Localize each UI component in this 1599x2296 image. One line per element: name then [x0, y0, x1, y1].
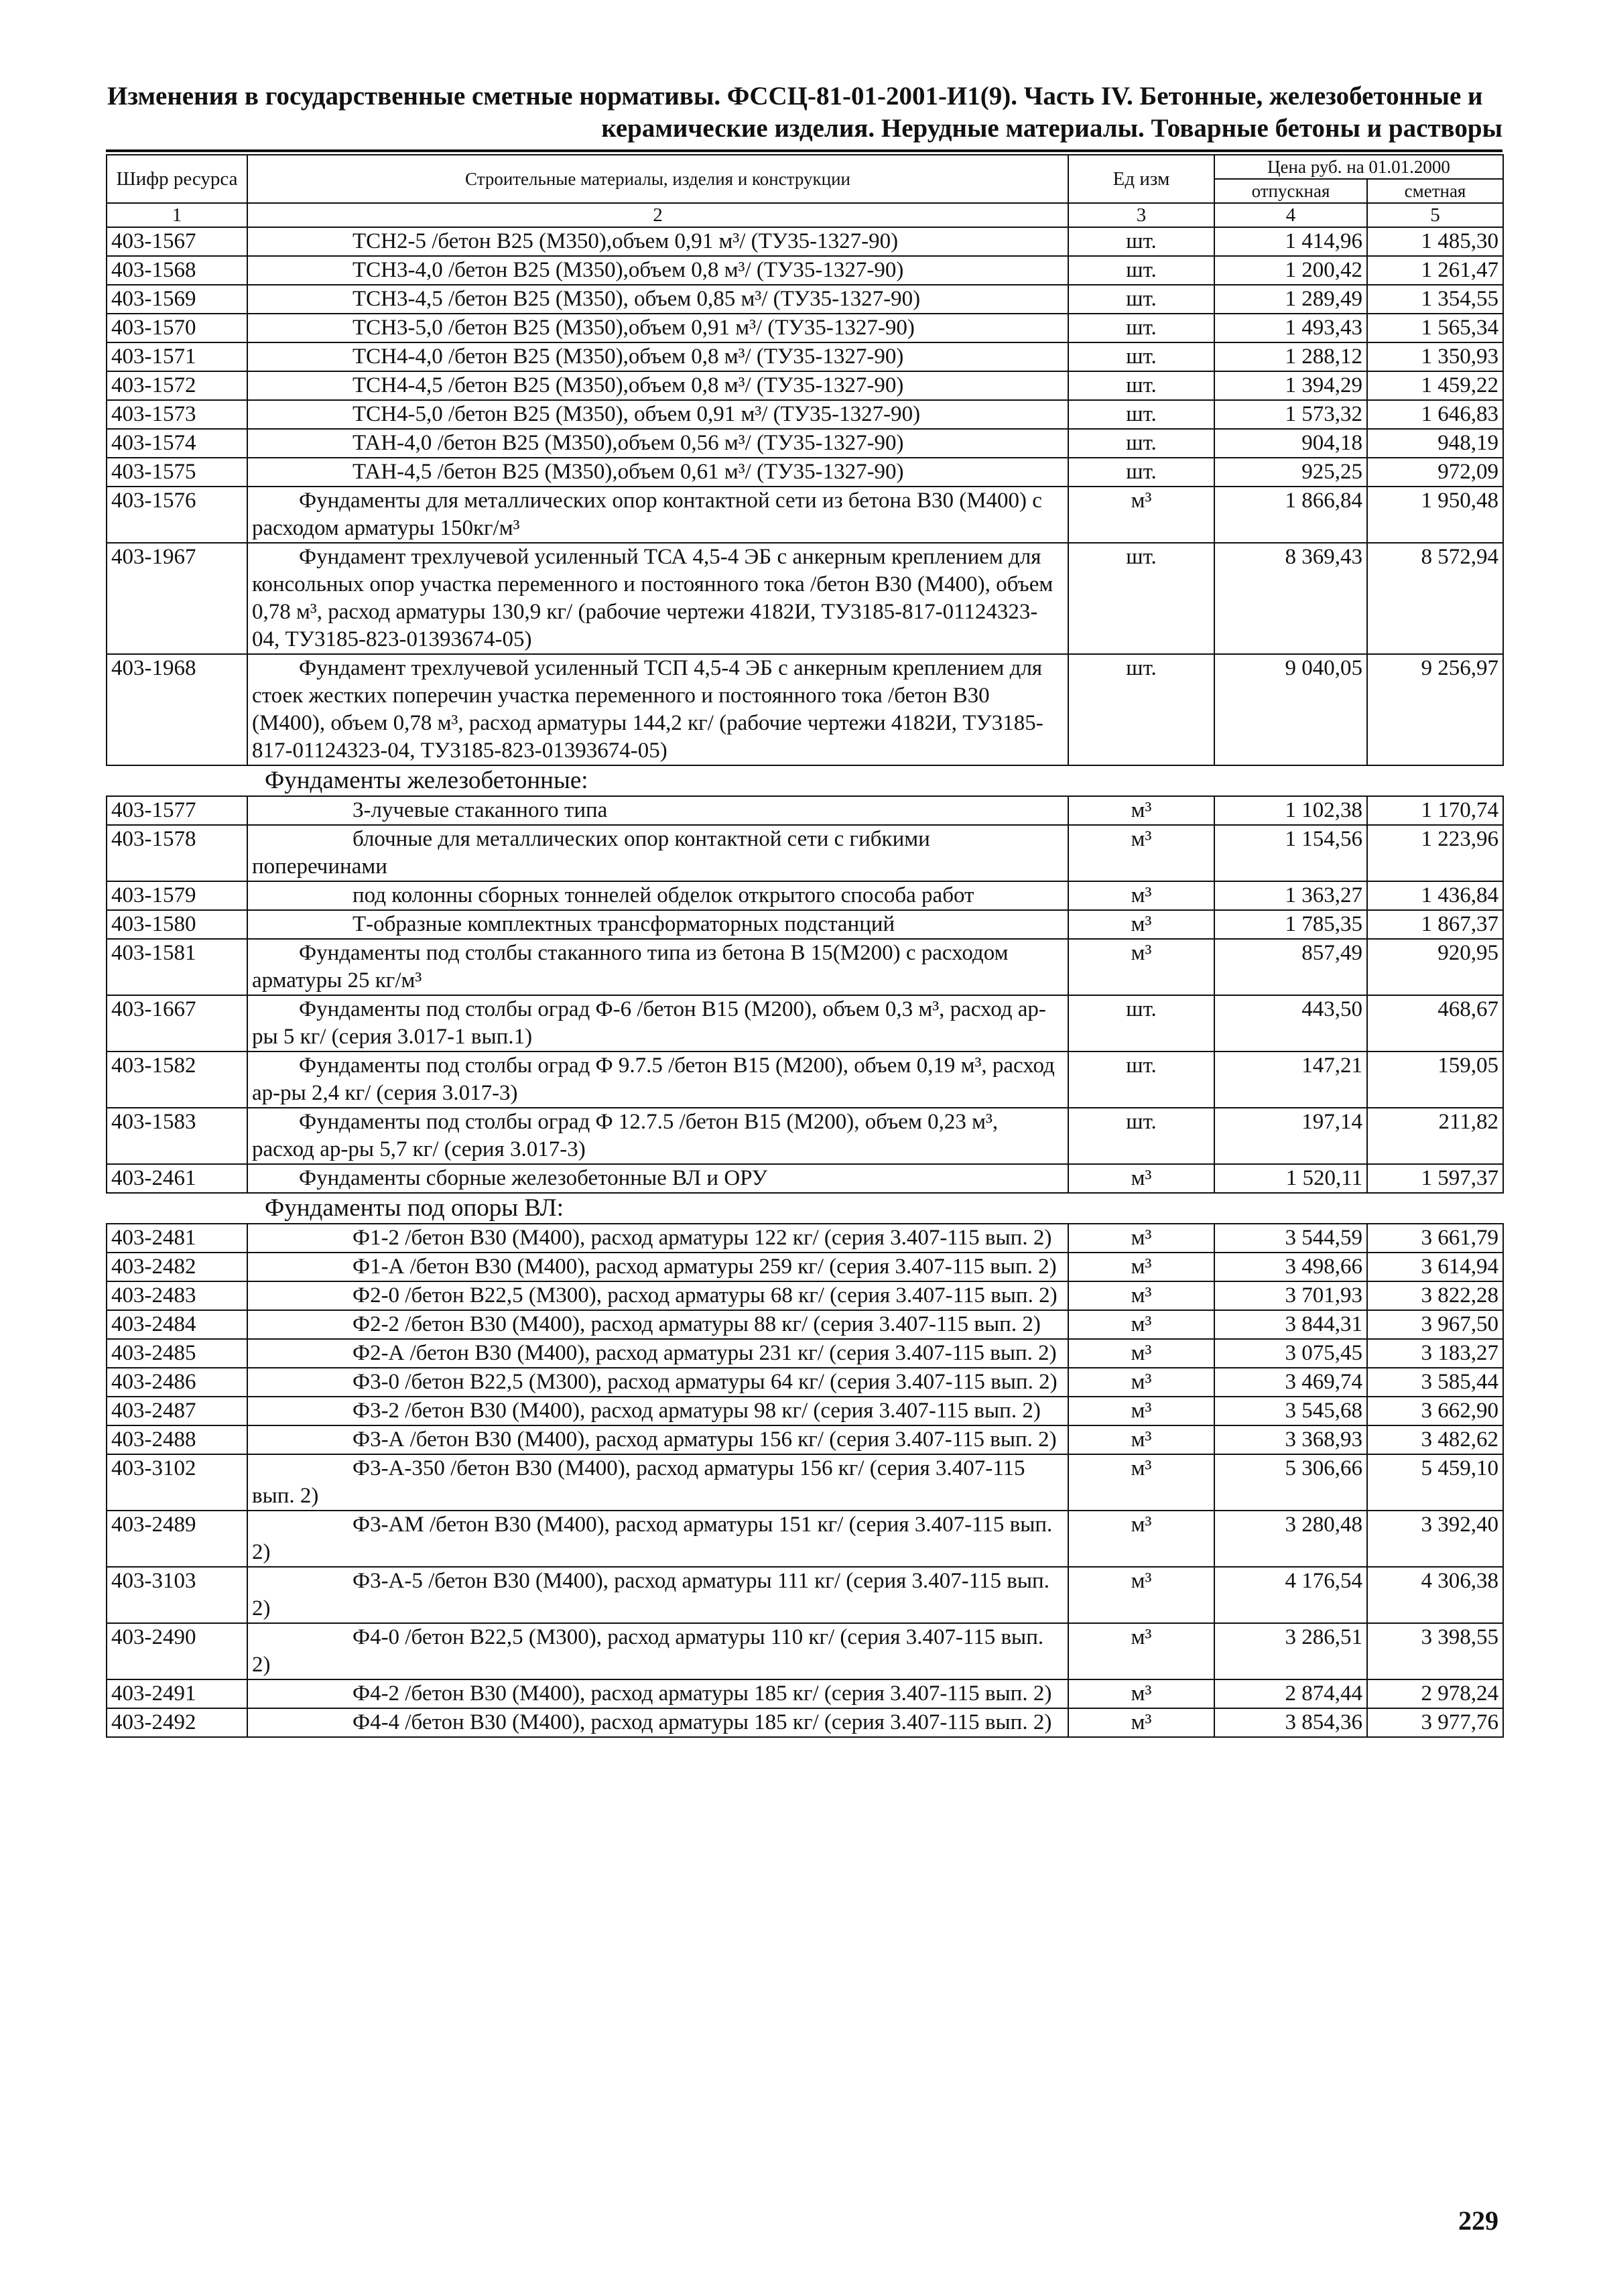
resource-code: 403-1967 [107, 543, 247, 654]
unit: шт. [1068, 1051, 1214, 1108]
resource-code: 403-2482 [107, 1253, 247, 1281]
release-price: 904,18 [1214, 429, 1367, 458]
release-price: 3 280,48 [1214, 1511, 1367, 1567]
unit: м³ [1068, 1339, 1214, 1368]
col-number: 4 [1214, 203, 1367, 227]
resource-name [247, 1224, 1068, 1253]
table-row [107, 342, 1503, 371]
unit: м³ [1068, 1310, 1214, 1339]
resource-code: 403-2485 [107, 1339, 247, 1368]
table-row [107, 487, 1503, 543]
release-price: 3 854,36 [1214, 1708, 1367, 1737]
estimate-price: 3 614,94 [1367, 1253, 1503, 1281]
table-row [107, 654, 1503, 765]
unit: шт. [1068, 543, 1214, 654]
unit: м³ [1068, 1397, 1214, 1425]
resource-name [247, 910, 1068, 939]
header-rule [106, 149, 1502, 152]
estimate-price: 1 565,34 [1367, 314, 1503, 342]
resource-code: 403-1569 [107, 285, 247, 314]
release-price: 3 544,59 [1214, 1224, 1367, 1253]
unit: м³ [1068, 487, 1214, 543]
table-row [107, 1425, 1503, 1454]
release-price: 3 701,93 [1214, 1281, 1367, 1310]
table-row [107, 939, 1503, 995]
resource-code: 403-1567 [107, 227, 247, 256]
estimate-price: 3 822,28 [1367, 1281, 1503, 1310]
unit: м³ [1068, 1679, 1214, 1708]
resource-name [247, 256, 1068, 285]
resource-name [247, 1679, 1068, 1708]
resource-name-text: Ф4-4 /бетон В30 (М400), расход арматуры 185 кг/ (серия 3.407-115 вып. 2) [353, 1710, 1052, 1734]
unit: м³ [1068, 1224, 1214, 1253]
estimate-price: 1 950,48 [1367, 487, 1503, 543]
estimate-price: 1 223,96 [1367, 825, 1503, 881]
resource-name [247, 1454, 1068, 1511]
resource-name [247, 429, 1068, 458]
table-row [107, 314, 1503, 342]
resource-code: 403-1579 [107, 881, 247, 910]
table-row [107, 1108, 1503, 1164]
section-title: Фундаменты железобетонные: [107, 765, 1503, 796]
estimate-price: 1 459,22 [1367, 371, 1503, 400]
release-price: 1 493,43 [1214, 314, 1367, 342]
table-row [107, 285, 1503, 314]
resource-name-text: Ф3-А-350 /бетон В30 (М400), расход арматуры 156 кг/ (серия 3.407-115 вып. 2) [252, 1456, 1025, 1508]
release-price: 925,25 [1214, 458, 1367, 487]
resource-code: 403-2486 [107, 1368, 247, 1397]
resource-code: 403-1578 [107, 825, 247, 881]
resource-name [247, 1281, 1068, 1310]
resource-name-text: ТАН-4,5 /бетон В25 (М350),объем 0,61 м³/ (ТУ35-1327-90) [353, 460, 904, 484]
table-row [107, 1454, 1503, 1511]
release-price: 197,14 [1214, 1108, 1367, 1164]
col-header-price: Цена руб. на 01.01.2000 [1214, 155, 1503, 179]
unit: м³ [1068, 1708, 1214, 1737]
unit: м³ [1068, 1623, 1214, 1679]
estimate-price: 1 646,83 [1367, 400, 1503, 429]
unit: м³ [1068, 1511, 1214, 1567]
resource-name-text: ТАН-4,0 /бетон В25 (М350),объем 0,56 м³/ (ТУ35-1327-90) [353, 431, 904, 455]
table-row [107, 825, 1503, 881]
table-row [107, 256, 1503, 285]
table-row [107, 910, 1503, 939]
table-row [107, 227, 1503, 256]
resource-code: 403-2492 [107, 1708, 247, 1737]
release-price: 1 394,29 [1214, 371, 1367, 400]
estimate-price: 1 350,93 [1367, 342, 1503, 371]
col-number: 3 [1068, 203, 1214, 227]
estimate-price: 5 459,10 [1367, 1454, 1503, 1511]
resource-code: 403-1576 [107, 487, 247, 543]
table-row [107, 458, 1503, 487]
table-row [107, 1051, 1503, 1108]
table-row [107, 543, 1503, 654]
release-price: 1 520,11 [1214, 1164, 1367, 1193]
resource-name-text: Ф1-2 /бетон В30 (М400), расход арматуры 122 кг/ (серия 3.407-115 вып. 2) [353, 1226, 1052, 1250]
release-price: 1 288,12 [1214, 342, 1367, 371]
table-row [107, 1368, 1503, 1397]
unit: м³ [1068, 881, 1214, 910]
resource-name-text: ТСН3-4,5 /бетон В25 (М350), объем 0,85 м³/ (ТУ35-1327-90) [353, 287, 921, 311]
resource-name-text: Фундамент трехлучевой усиленный ТСП 4,5-4 ЭБ с анкерным креплением для стоек жестких поперечин участка переменного и постоянного тока /бетон В30 (М400), объем 0,78 м³, расход арматуры 144,2 кг/ (рабочие чертежи 4182И, ТУ3185-817-01124323-04, ТУ3185-823-01393674-05) [252, 656, 1043, 763]
resource-table [106, 154, 1504, 1738]
resource-name-text: ТСН4-4,5 /бетон В25 (М350),объем 0,8 м³/ (ТУ35-1327-90) [353, 373, 904, 397]
resource-name-text: Ф2-А /бетон В30 (М400), расход арматуры 231 кг/ (серия 3.407-115 вып. 2) [353, 1341, 1057, 1365]
resource-code: 403-1570 [107, 314, 247, 342]
resource-code: 403-1582 [107, 1051, 247, 1108]
estimate-price: 9 256,97 [1367, 654, 1503, 765]
resource-name [247, 939, 1068, 995]
release-price: 5 306,66 [1214, 1454, 1367, 1511]
resource-name [247, 654, 1068, 765]
resource-name [247, 371, 1068, 400]
unit: м³ [1068, 1454, 1214, 1511]
estimate-price: 1 597,37 [1367, 1164, 1503, 1193]
resource-name [247, 1051, 1068, 1108]
resource-name-text: Ф2-0 /бетон В22,5 (М300), расход арматуры 68 кг/ (серия 3.407-115 вып. 2) [353, 1283, 1058, 1308]
resource-code: 403-1568 [107, 256, 247, 285]
resource-name [247, 1253, 1068, 1281]
unit: шт. [1068, 314, 1214, 342]
estimate-price: 468,67 [1367, 995, 1503, 1051]
resource-name [247, 342, 1068, 371]
resource-name-text: Ф3-А /бетон В30 (М400), расход арматуры 156 кг/ (серия 3.407-115 вып. 2) [353, 1427, 1057, 1452]
col-header-code: Шифр ресурса [107, 155, 247, 203]
resource-name-text: Фундаменты для металлических опор контактной сети из бетона В30 (М400) с расходом арматуры 150кг/м³ [252, 489, 1042, 540]
col-header-estimate: сметная [1367, 179, 1503, 203]
resource-code: 403-1574 [107, 429, 247, 458]
table-row [107, 1623, 1503, 1679]
table-row [107, 1679, 1503, 1708]
estimate-price: 8 572,94 [1367, 543, 1503, 654]
table-row [107, 1567, 1503, 1623]
table-row [107, 1281, 1503, 1310]
resource-code: 403-1667 [107, 995, 247, 1051]
col-number: 1 [107, 203, 247, 227]
resource-code: 403-2483 [107, 1281, 247, 1310]
estimate-price: 3 398,55 [1367, 1623, 1503, 1679]
unit: шт. [1068, 227, 1214, 256]
resource-name-text: Ф3-2 /бетон В30 (М400), расход арматуры 98 кг/ (серия 3.407-115 вып. 2) [353, 1399, 1041, 1423]
resource-code: 403-2461 [107, 1164, 247, 1193]
table-row [107, 995, 1503, 1051]
release-price: 1 102,38 [1214, 796, 1367, 825]
resource-name-text: под колонны сборных тоннелей обделок открытого способа работ [353, 883, 974, 907]
release-price: 1 785,35 [1214, 910, 1367, 939]
unit: шт. [1068, 654, 1214, 765]
col-header-release: отпускная [1214, 179, 1367, 203]
release-price: 1 154,56 [1214, 825, 1367, 881]
unit: шт. [1068, 995, 1214, 1051]
resource-name-text: Ф4-0 /бетон В22,5 (М300), расход арматуры 110 кг/ (серия 3.407-115 вып. 2) [252, 1625, 1044, 1677]
resource-name-text: Ф3-А-5 /бетон В30 (М400), расход арматуры 111 кг/ (серия 3.407-115 вып. 2) [252, 1569, 1049, 1620]
resource-name [247, 1425, 1068, 1454]
estimate-price: 3 392,40 [1367, 1511, 1503, 1567]
resource-name-text: Ф3-АМ /бетон В30 (М400), расход арматуры 151 кг/ (серия 3.407-115 вып. 2) [252, 1513, 1053, 1564]
unit: м³ [1068, 1425, 1214, 1454]
unit: м³ [1068, 939, 1214, 995]
section-row [107, 1193, 1503, 1224]
resource-name [247, 1397, 1068, 1425]
section-row [107, 765, 1503, 796]
resource-code: 403-2487 [107, 1397, 247, 1425]
resource-name-text: ТСН4-4,0 /бетон В25 (М350),объем 0,8 м³/ (ТУ35-1327-90) [353, 344, 904, 369]
table-row [107, 1339, 1503, 1368]
estimate-price: 1 354,55 [1367, 285, 1503, 314]
resource-name [247, 1567, 1068, 1623]
unit: шт. [1068, 342, 1214, 371]
section-title: Фундаменты под опоры ВЛ: [107, 1193, 1503, 1224]
header-line-2: керамические изделия. Нерудные материалы. Товарные бетоны и растворы [601, 114, 1502, 143]
release-price: 147,21 [1214, 1051, 1367, 1108]
unit: шт. [1068, 400, 1214, 429]
table-row [107, 429, 1503, 458]
resource-name [247, 458, 1068, 487]
release-price: 2 874,44 [1214, 1679, 1367, 1708]
resource-code: 403-2489 [107, 1511, 247, 1567]
resource-code: 403-2481 [107, 1224, 247, 1253]
release-price: 1 573,32 [1214, 400, 1367, 429]
resource-name-text: Фундаменты под столбы оград Ф 9.7.5 /бетон В15 (М200), объем 0,19 м³, расход ар-ры 2,4 кг/ (серия 3.017-3) [252, 1054, 1055, 1105]
unit: м³ [1068, 1281, 1214, 1310]
resource-code: 403-2484 [107, 1310, 247, 1339]
resource-code: 403-2488 [107, 1425, 247, 1454]
resource-code: 403-1581 [107, 939, 247, 995]
resource-name-text: Фундаменты под столбы оград Ф 12.7.5 /бетон В15 (М200), объем 0,23 м³, расход ар-ры 5,7 кг/ (серия 3.017-3) [252, 1110, 999, 1161]
release-price: 8 369,43 [1214, 543, 1367, 654]
resource-name-text: Фундаменты сборные железобетонные ВЛ и ОРУ [299, 1166, 768, 1190]
resource-name [247, 543, 1068, 654]
table-row [107, 1397, 1503, 1425]
estimate-price: 4 306,38 [1367, 1567, 1503, 1623]
unit: м³ [1068, 1253, 1214, 1281]
unit: шт. [1068, 256, 1214, 285]
table-row [107, 1224, 1503, 1253]
estimate-price: 1 261,47 [1367, 256, 1503, 285]
resource-name-text: Ф1-А /бетон В30 (М400), расход арматуры 259 кг/ (серия 3.407-115 вып. 2) [353, 1255, 1057, 1279]
estimate-price: 3 482,62 [1367, 1425, 1503, 1454]
unit: м³ [1068, 1567, 1214, 1623]
release-price: 3 498,66 [1214, 1253, 1367, 1281]
resource-code: 403-1577 [107, 796, 247, 825]
col-header-unit: Ед изм [1068, 155, 1214, 203]
estimate-price: 2 978,24 [1367, 1679, 1503, 1708]
unit: шт. [1068, 458, 1214, 487]
resource-name-text: Фундаменты под столбы стаканного типа из бетона В 15(М200) с расходом арматуры 25 кг/м³ [252, 941, 1009, 993]
release-price: 1 289,49 [1214, 285, 1367, 314]
estimate-price: 1 170,74 [1367, 796, 1503, 825]
estimate-price: 3 183,27 [1367, 1339, 1503, 1368]
resource-code: 403-1968 [107, 654, 247, 765]
resource-code: 403-3102 [107, 1454, 247, 1511]
resource-name [247, 1339, 1068, 1368]
release-price: 3 545,68 [1214, 1397, 1367, 1425]
release-price: 857,49 [1214, 939, 1367, 995]
resource-name-text: блочные для металлических опор контактной сети с гибкими поперечинами [252, 827, 930, 879]
release-price: 443,50 [1214, 995, 1367, 1051]
release-price: 1 363,27 [1214, 881, 1367, 910]
resource-name-text: 3-лучевые стаканного типа [353, 798, 608, 822]
estimate-price: 920,95 [1367, 939, 1503, 995]
resource-code: 403-1571 [107, 342, 247, 371]
col-header-name: Строительные материалы, изделия и конструкции [247, 155, 1068, 203]
resource-name [247, 1310, 1068, 1339]
release-price: 3 075,45 [1214, 1339, 1367, 1368]
resource-code: 403-1580 [107, 910, 247, 939]
table-row [107, 1511, 1503, 1567]
table-row [107, 371, 1503, 400]
resource-name-text: Фундаменты под столбы оград Ф-6 /бетон В15 (М200), объем 0,3 м³, расход ар-ры 5 кг/ (серия 3.017-1 вып.1) [252, 997, 1046, 1049]
estimate-price: 1 867,37 [1367, 910, 1503, 939]
release-price: 9 040,05 [1214, 654, 1367, 765]
resource-name [247, 1511, 1068, 1567]
header-line-1: Изменения в государственные сметные нормативы. ФССЦ-81-01-2001-И1(9). Часть IV. Бетонные, железобетонные и [107, 82, 1483, 111]
resource-name-text: Т-образные комплектных трансформаторных подстанций [353, 912, 895, 936]
resource-name-text: ТСН4-5,0 /бетон В25 (М350), объем 0,91 м³/ (ТУ35-1327-90) [353, 402, 921, 426]
release-price: 1 414,96 [1214, 227, 1367, 256]
estimate-price: 972,09 [1367, 458, 1503, 487]
unit: шт. [1068, 429, 1214, 458]
resource-code: 403-2490 [107, 1623, 247, 1679]
unit: шт. [1068, 1108, 1214, 1164]
table-row [107, 1310, 1503, 1339]
resource-name-text: ТСН3-4,0 /бетон В25 (М350),объем 0,8 м³/ (ТУ35-1327-90) [353, 258, 904, 282]
resource-name [247, 487, 1068, 543]
resource-name [247, 825, 1068, 881]
page-number: 229 [1458, 2206, 1498, 2236]
table-row [107, 1708, 1503, 1737]
resource-code: 403-1572 [107, 371, 247, 400]
resource-name [247, 881, 1068, 910]
resource-name-text: Фундамент трехлучевой усиленный ТСА 4,5-4 ЭБ с анкерным креплением для консольных опор участка переменного и постоянного тока /бетон В30 (М400), объем 0,78 м³, расход арматуры 130,9 кг/ (рабочие чертежи 4182И, ТУ3185-817-01124323-04, ТУ3185-823-01393674-05) [252, 545, 1053, 651]
unit: м³ [1068, 825, 1214, 881]
resource-name [247, 1368, 1068, 1397]
release-price: 1 200,42 [1214, 256, 1367, 285]
estimate-price: 1 485,30 [1367, 227, 1503, 256]
resource-name [247, 995, 1068, 1051]
column-number-row [107, 203, 1503, 227]
resource-code: 403-2491 [107, 1679, 247, 1708]
resource-code: 403-3103 [107, 1567, 247, 1623]
unit: м³ [1068, 1164, 1214, 1193]
resource-name [247, 1623, 1068, 1679]
estimate-price: 3 967,50 [1367, 1310, 1503, 1339]
resource-name [247, 285, 1068, 314]
unit: шт. [1068, 371, 1214, 400]
col-number: 5 [1367, 203, 1503, 227]
release-price: 3 844,31 [1214, 1310, 1367, 1339]
unit: шт. [1068, 285, 1214, 314]
unit: м³ [1068, 1368, 1214, 1397]
table-row [107, 881, 1503, 910]
table-row [107, 796, 1503, 825]
estimate-price: 3 977,76 [1367, 1708, 1503, 1737]
table-row [107, 1253, 1503, 1281]
resource-name-text: Ф4-2 /бетон В30 (М400), расход арматуры 185 кг/ (серия 3.407-115 вып. 2) [353, 1681, 1052, 1706]
estimate-price: 159,05 [1367, 1051, 1503, 1108]
table-row [107, 400, 1503, 429]
resource-code: 403-1573 [107, 400, 247, 429]
resource-code: 403-1583 [107, 1108, 247, 1164]
resource-name [247, 1708, 1068, 1737]
page-header [107, 80, 1502, 145]
resource-code: 403-1575 [107, 458, 247, 487]
release-price: 3 368,93 [1214, 1425, 1367, 1454]
table-row [107, 1164, 1503, 1193]
resource-name-text: ТСН3-5,0 /бетон В25 (М350),объем 0,91 м³/ (ТУ35-1327-90) [353, 316, 915, 340]
col-number: 2 [247, 203, 1068, 227]
table-body [107, 227, 1503, 1737]
release-price: 1 866,84 [1214, 487, 1367, 543]
release-price: 4 176,54 [1214, 1567, 1367, 1623]
resource-name-text: ТСН2-5 /бетон В25 (М350),объем 0,91 м³/ (ТУ35-1327-90) [353, 229, 899, 253]
resource-name [247, 1108, 1068, 1164]
resource-name-text: Ф2-2 /бетон В30 (М400), расход арматуры 88 кг/ (серия 3.407-115 вып. 2) [353, 1312, 1041, 1336]
estimate-price: 1 436,84 [1367, 881, 1503, 910]
unit: м³ [1068, 910, 1214, 939]
resource-name [247, 796, 1068, 825]
release-price: 3 469,74 [1214, 1368, 1367, 1397]
estimate-price: 3 585,44 [1367, 1368, 1503, 1397]
resource-name [247, 314, 1068, 342]
resource-name [247, 1164, 1068, 1193]
estimate-price: 948,19 [1367, 429, 1503, 458]
unit: м³ [1068, 796, 1214, 825]
resource-name [247, 400, 1068, 429]
estimate-price: 3 662,90 [1367, 1397, 1503, 1425]
estimate-price: 3 661,79 [1367, 1224, 1503, 1253]
resource-name-text: Ф3-0 /бетон В22,5 (М300), расход арматуры 64 кг/ (серия 3.407-115 вып. 2) [353, 1370, 1058, 1394]
release-price: 3 286,51 [1214, 1623, 1367, 1679]
estimate-price: 211,82 [1367, 1108, 1503, 1164]
resource-name [247, 227, 1068, 256]
